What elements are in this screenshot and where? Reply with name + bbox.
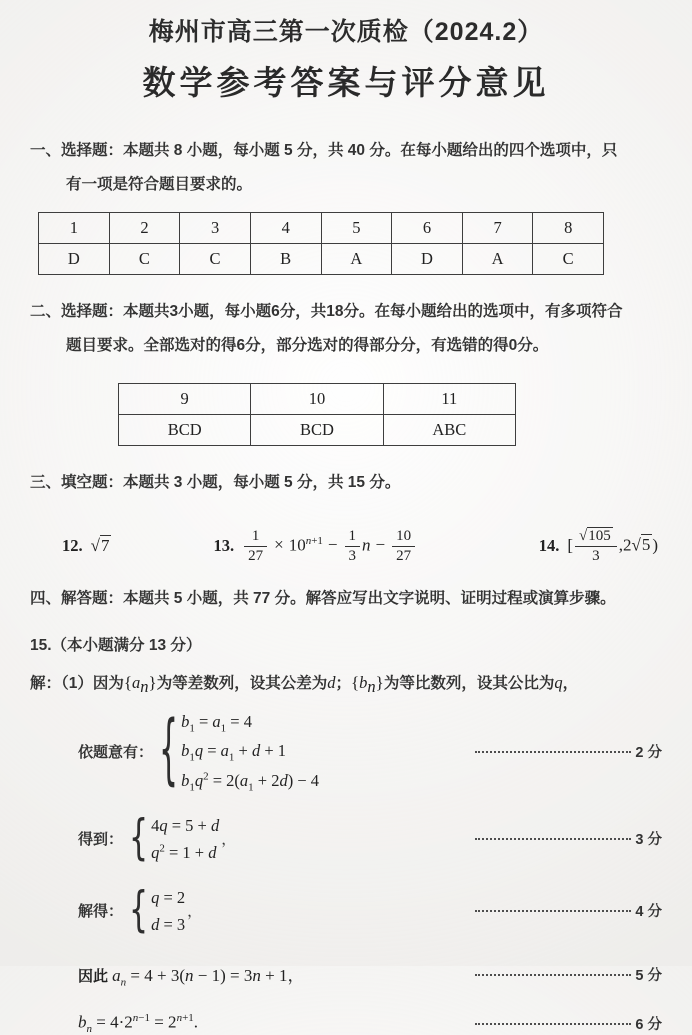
equation-lines [151,884,185,938]
table-cell: C [180,244,251,275]
section-two-line2: 题目要求。全部选对的得6分，部分选对的得部分分，有选错的得0分。 [66,337,549,355]
table-cell: C [109,244,180,275]
q12-value: √7 [90,536,110,556]
table-cell: 2 [109,213,180,244]
equation-system [129,884,185,938]
comma-tail: ， [221,831,237,849]
table-cell: ABC [383,415,515,446]
table-cell: 9 [119,384,251,415]
equation-system [129,812,219,866]
equation-line: q = 2 [151,887,186,907]
table-header-row [119,384,516,415]
conclusion-bn-formula: $b_n = 4\cdot 2^{n-1} = 2^{n+1}$. [78,1012,199,1035]
table-cell: A [321,244,392,275]
table-cell: 1 [39,213,110,244]
conclusion-an-formula: 因此 $a_n = 4 + 3(n - 1) = 3n + 1$， [78,965,305,989]
q15-heading: 15.（本小题满分 13 分） [30,636,202,654]
single-choice-answer-table [38,212,604,275]
table-cell: 11 [383,384,515,415]
q15-solution-intro: 解：（1）因为$\{a_n\}$为等差数列，设其公差为d；$\{b_n\}$为等比数列，设其公比为q， [30,672,579,696]
q13-label: 13. [213,536,235,556]
equation-line: $b_1q = a_1 + d + 1$ [181,741,287,764]
q13-value: $\frac{1}{27}$ × $10^{n+1}$ − $\frac{1}{3}$ n − $\frac{10}{27}$ [242,528,417,566]
left-brace: { [129,882,149,939]
comma-tail: ， [187,903,203,921]
q12-answer [62,536,111,556]
score-label: 5 分 [635,968,662,985]
left-brace: { [129,810,149,867]
equation-line: $b_1 = a_1 = 4$ [181,711,252,735]
table-cell: 4 [250,213,321,244]
table-cell: C [533,244,604,275]
q12-label: 12. [62,536,83,556]
table-cell: 7 [462,213,533,244]
equation-line: $q^2 = 1 + d$ [151,842,217,862]
table-answer-row [119,415,516,446]
q13-answer [213,528,417,566]
table-cell: D [39,244,110,275]
step2-label: 得到： [78,831,124,849]
table-cell: 6 [392,213,463,244]
step1-label: 依题意有： [78,744,154,762]
table-cell: 3 [180,213,251,244]
table-header-row [39,213,604,244]
table-cell: 5 [321,213,392,244]
section-three-heading: 三、填空题：本题共 3 小题，每小题 5 分，共 15 分。 [30,474,401,492]
equation-system [159,708,319,796]
score-label: 4 分 [635,904,662,921]
table-cell: D [392,244,463,275]
solution-step-1 [78,707,662,797]
doc-subtitle: 数学参考答案与评分意见 [142,64,550,101]
score-label: 6 分 [635,1017,662,1034]
section-one-line2: 有一项是符合题目要求的。 [66,176,253,194]
multi-choice-answer-table [118,383,516,446]
q14-value: [ $\frac{√105}{3}$ ,2√5 ) [567,527,658,564]
solution-step-3 [78,883,662,939]
section-two-line1: 二、选择题：本题共3小题，每小题6分，共18分。在每小题给出的选项中，有多项符合 [30,303,623,321]
section-four-heading: 四、解答题：本题共 5 小题，共 77 分。解答应写出文字说明、证明过程或演算步骤。 [30,590,616,608]
solution-step-4 [78,961,662,988]
dotted-leader [475,974,631,976]
table-cell: 8 [533,213,604,244]
equation-lines [151,812,219,866]
table-cell: B [250,244,321,275]
equation-line: d = 3 [151,914,186,934]
section-one-heading [30,134,662,202]
fill-in-answers-row [30,514,662,578]
dotted-leader [475,910,631,912]
solution-step-5 [78,1012,662,1035]
table-answer-row [39,244,604,275]
dotted-leader [475,838,631,840]
dotted-leader [475,751,631,753]
section-two-heading [30,295,662,363]
score-label: 2 分 [635,745,662,762]
table-cell: BCD [119,415,251,446]
solution-step-2 [78,809,662,869]
equation-line: $b_1q^2 = 2(a_1 + 2d) - 4$ [181,770,320,793]
table-cell: 10 [251,384,383,415]
step3-label: 解得： [78,903,124,921]
q14-answer [539,528,658,566]
equation-line: 4q = 5 + d [151,815,220,835]
table-cell: BCD [251,415,383,446]
left-brace: { [159,706,179,796]
doc-title: 梅州市高三第一次质检（2024.2） [148,18,544,46]
section-one-line1: 一、选择题：本题共 8 小题，每小题 5 分，共 40 分。在每小题给出的四个选项中，只 [30,142,618,159]
score-label: 3 分 [635,832,662,849]
equation-lines [181,708,319,796]
table-cell: A [462,244,533,275]
q14-label: 14. [538,536,560,556]
dotted-leader [475,1023,631,1025]
